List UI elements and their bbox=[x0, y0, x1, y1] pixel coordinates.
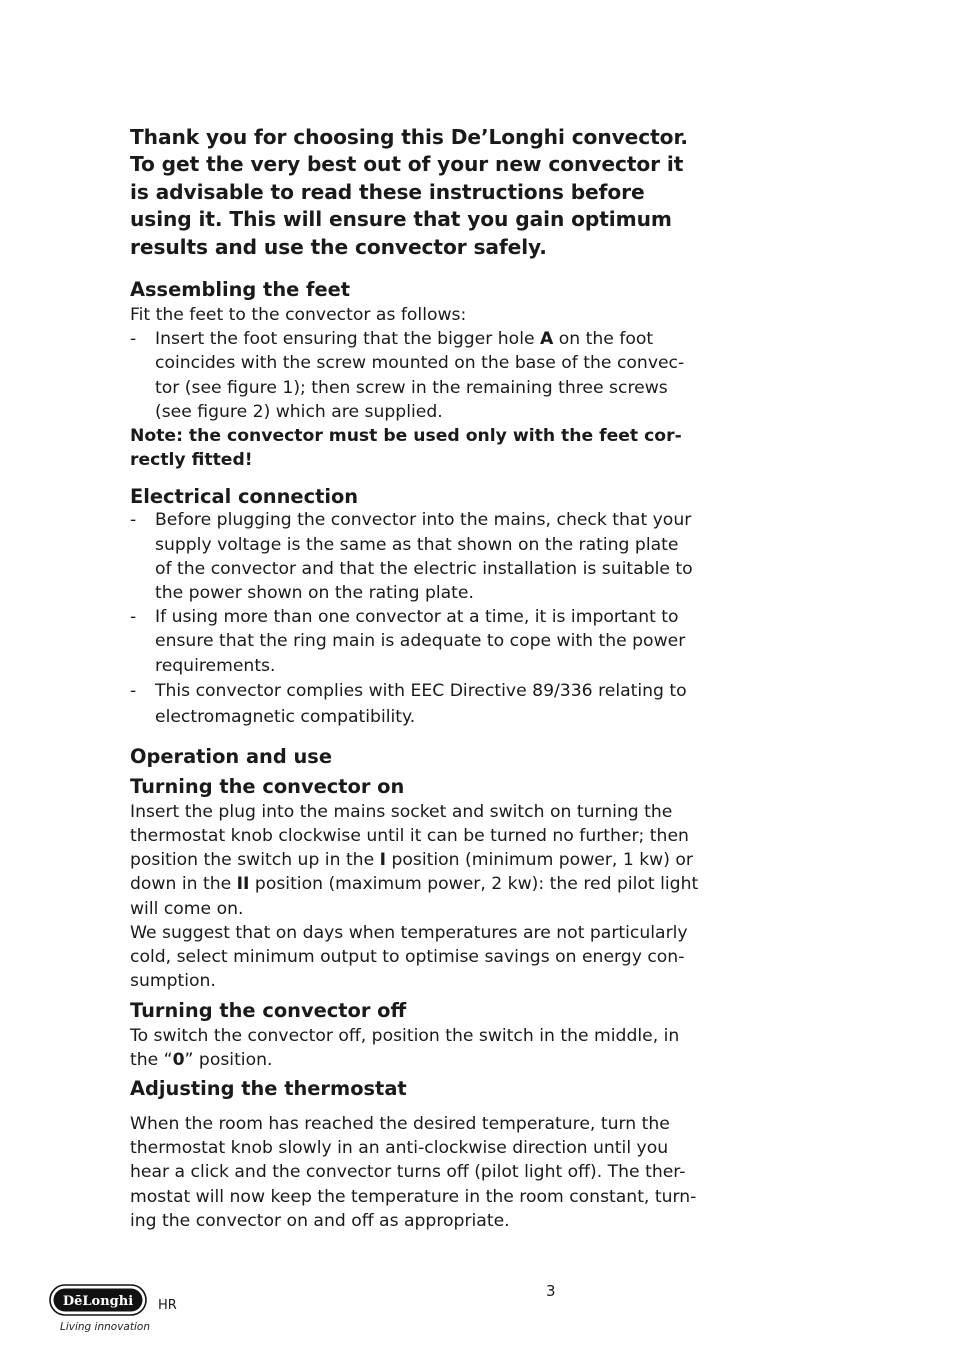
list-item: - If using more than one convector at a time, it is important to ensure that the ring main is adequate to cope with the power requirements. bbox=[130, 605, 700, 678]
electrical-list bbox=[130, 508, 700, 729]
feet-note: Note: the convector must be used only with the feet cor-rectly fitted! bbox=[130, 426, 682, 471]
page-number: 3 bbox=[546, 1282, 556, 1300]
heading-turning-off: Turning the convector off bbox=[130, 998, 407, 1022]
feet-list bbox=[130, 327, 700, 424]
document-body bbox=[130, 124, 700, 1233]
list-item: - Before plugging the convector into the mains, check that your supply voltage is the same as that shown on the rating plate of the convector and that the electric installation is suitable to the power shown on the rating plate. bbox=[130, 508, 700, 605]
delonghi-logo bbox=[49, 1284, 147, 1316]
heading-operation-and-use: Operation and use bbox=[130, 744, 332, 768]
heading-electrical-connection: Electrical connection bbox=[130, 485, 359, 509]
turning-on-paragraph: Insert the plug into the mains socket and switch on turning the thermostat knob clockwise until it can be turned no further; then position the switch up in the I position (minimum power, 1 kw) or down in the II position (maximum power, 2 kw): the red pilot light will come on. bbox=[130, 801, 699, 919]
turning-off-paragraph: To switch the convector off, position the switch in the middle, in the “0” position. bbox=[130, 1025, 680, 1070]
intro-paragraph: Thank you for choosing this De’Longhi convector. To get the very best out of your new convector it is advisable to read these instructions before using it. This will ensure that you gain optimum results and use the convector safely. bbox=[130, 125, 688, 259]
language-code: HR bbox=[158, 1298, 177, 1313]
turning-on-suggestion: We suggest that on days when temperatures are not particularly cold, select minimum output to optimise savings on energy con-sumption. bbox=[130, 922, 688, 992]
heading-adjusting-thermostat: Adjusting the thermostat bbox=[130, 1076, 407, 1100]
svg-text:DēLonghi: DēLonghi bbox=[62, 1294, 134, 1309]
feet-lead: Fit the feet to the convector as follows: bbox=[130, 305, 467, 326]
logo-tagline: Living innovation bbox=[60, 1321, 150, 1333]
heading-turning-on: Turning the convector on bbox=[130, 774, 405, 798]
heading-assembling-feet: Assembling the feet bbox=[130, 278, 351, 302]
thermostat-paragraph: When the room has reached the desired temperature, turn the thermostat knob slowly in an anti-clockwise direction until you hear a click and the convector turns off (pilot light off). The ther-mostat will now keep the temperature in the room constant, turn-ing the convector on and off as appropriate. bbox=[130, 1113, 697, 1231]
list-item: - This convector complies with EEC Directive 89/336 relating to electromagnetic compatibility. bbox=[130, 678, 700, 730]
list-item: - Insert the foot ensuring that the bigger hole A on the foot coincides with the screw mounted on the base of the convec-tor (see figure 1); then screw in the remaining three screws (see figure 2) which are supplied. bbox=[130, 327, 700, 424]
